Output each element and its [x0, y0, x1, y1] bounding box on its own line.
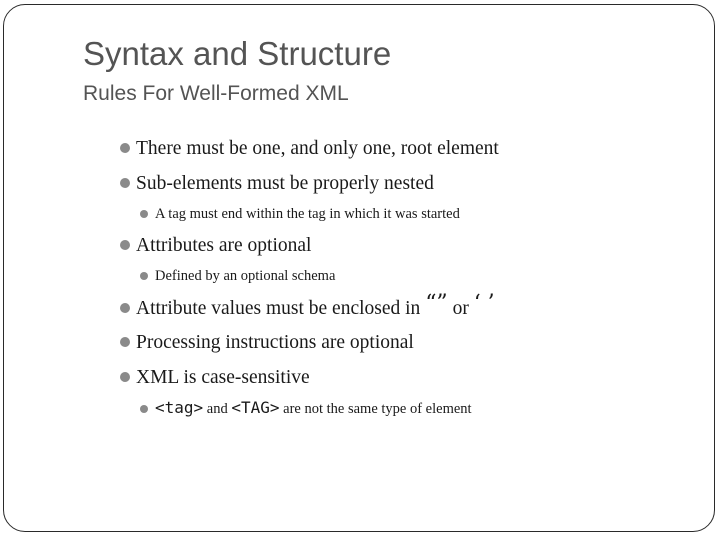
sub-bullet-tag-case	[140, 398, 472, 419]
and-text: and	[206, 401, 228, 417]
code-tag-upper: <TAG>	[231, 398, 280, 417]
sub-bullet-schema	[140, 266, 335, 286]
slide-title: Syntax and Structure	[83, 35, 392, 72]
bullet-text: A tag must end within the tag in which it was started	[155, 206, 460, 222]
or-text: or	[452, 298, 469, 319]
bullet-text: Attribute values must be enclosed in	[136, 298, 421, 319]
bullet-dot-icon	[120, 178, 130, 188]
bullet-text: Defined by an optional schema	[155, 268, 336, 284]
bullet-text: Processing instructions are optional	[136, 332, 414, 353]
bullet-dot-icon	[140, 210, 148, 218]
double-quotes-glyph: “”	[425, 291, 448, 316]
bullet-text: Sub-elements must be properly nested	[136, 173, 434, 194]
slide-subtitle: Rules For Well-Formed XML	[83, 82, 349, 105]
bullet-text: Attributes are optional	[136, 235, 312, 256]
bullet-dot-icon	[120, 240, 130, 250]
bullet-dot-icon	[120, 303, 130, 313]
bullet-dot-icon	[120, 337, 130, 347]
bullet-dot-icon	[140, 272, 148, 280]
code-tag-lower: <tag>	[155, 398, 204, 417]
bullet-nesting	[120, 172, 434, 196]
bullet-text: are not the same type of element	[283, 401, 472, 417]
bullet-dot-icon	[120, 372, 130, 382]
bullet-root-element	[120, 137, 499, 161]
bullet-text: There must be one, and only one, root element	[136, 138, 499, 159]
slide-frame	[3, 4, 715, 532]
sub-bullet-tag-end	[140, 204, 460, 224]
bullet-attribute-values	[120, 291, 495, 321]
bullet-processing-instructions	[120, 331, 414, 355]
bullet-dot-icon	[140, 405, 148, 413]
bullet-text: XML is case-sensitive	[136, 367, 310, 388]
bullet-case-sensitive	[120, 366, 310, 390]
bullet-attributes	[120, 234, 311, 258]
single-quotes-glyph: ‘ ’	[473, 291, 495, 316]
bullet-dot-icon	[120, 143, 130, 153]
